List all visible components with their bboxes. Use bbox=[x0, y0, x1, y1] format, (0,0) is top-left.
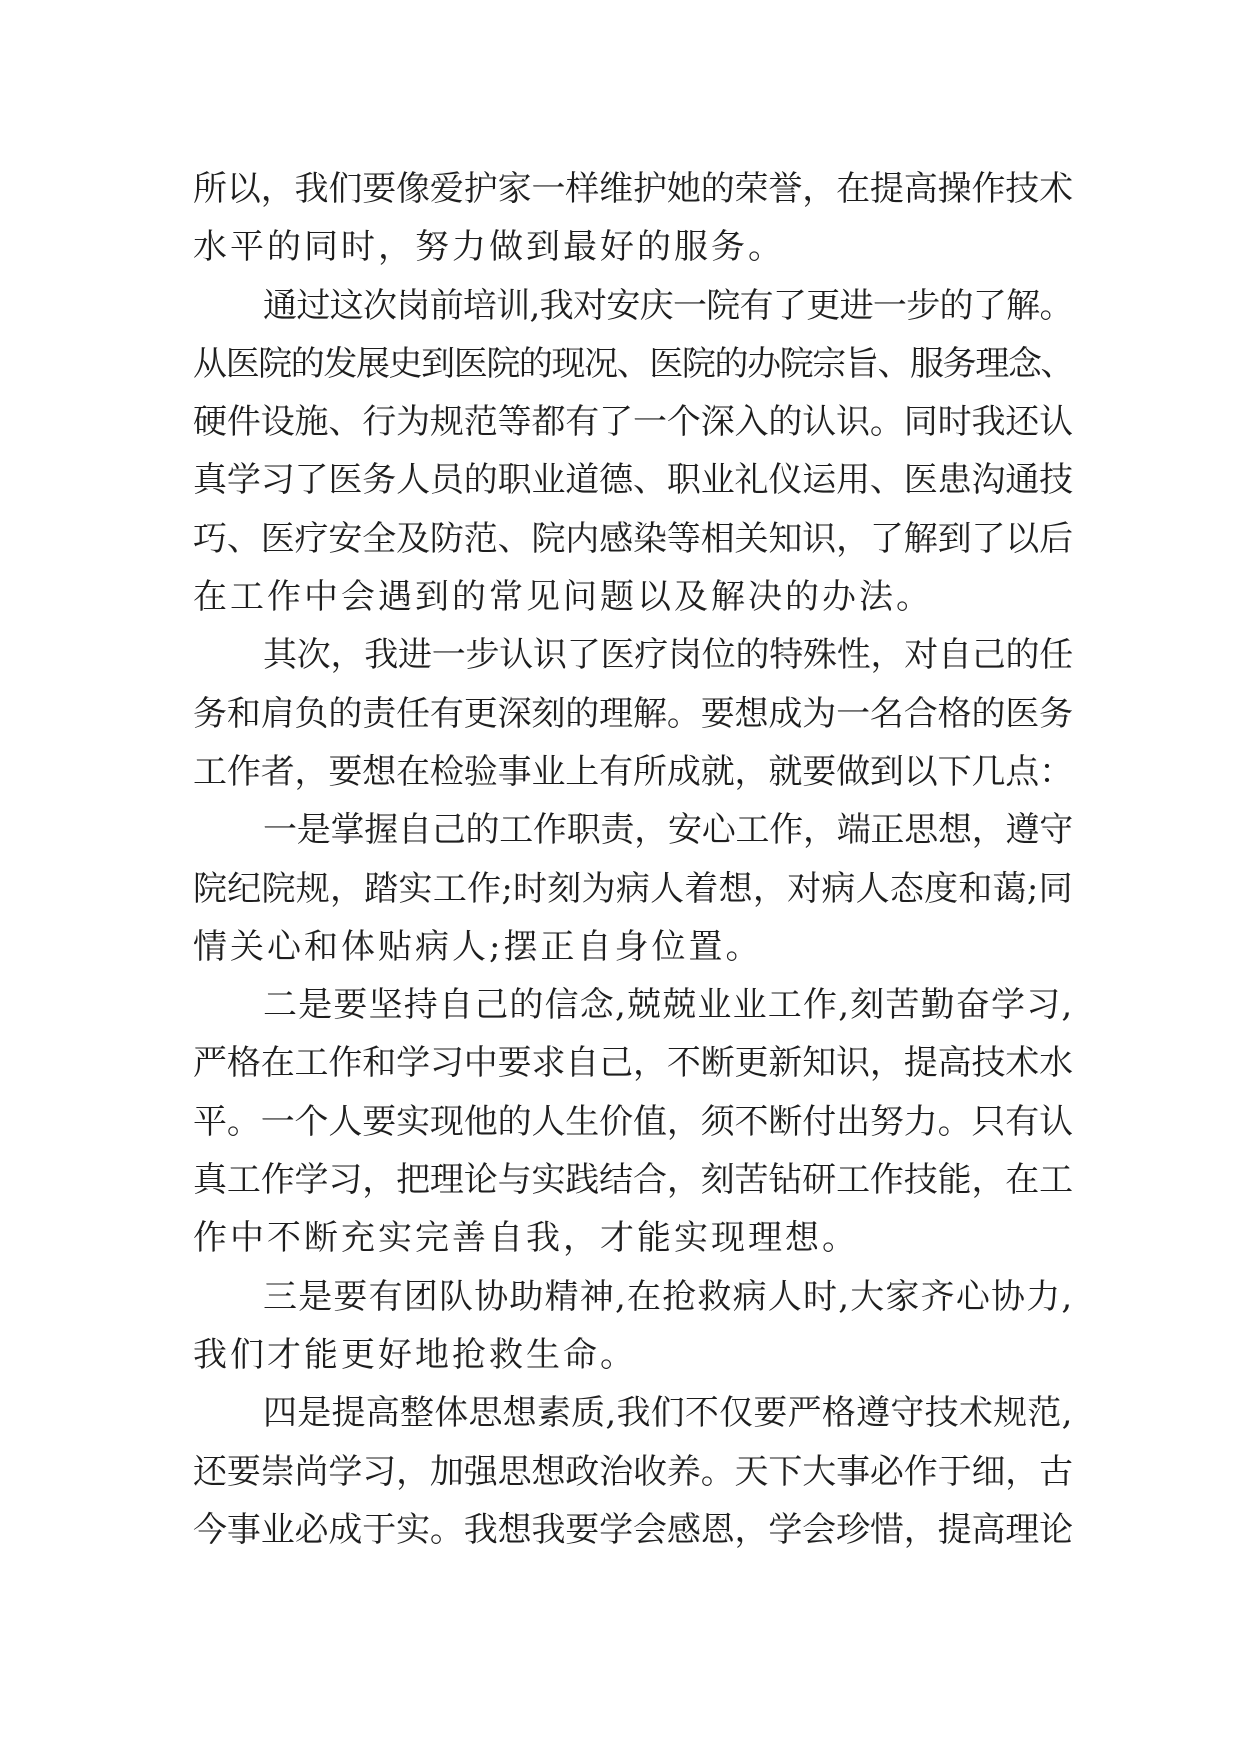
text-line: 我们才能更好地抢救生命。 bbox=[193, 1334, 637, 1375]
text-line: 从医院的发展史到医院的现况、医院的办院宗旨、服务理念、 bbox=[193, 343, 1073, 384]
text-line: 今事业必成于实。我想我要学会感恩，学会珍惜，提高理论 bbox=[193, 1509, 1073, 1550]
text-line: 真学习了医务人员的职业道德、职业礼仪运用、医患沟通技 bbox=[193, 460, 1073, 501]
document-body bbox=[193, 160, 1073, 1559]
text-line: 所以，我们要像爱护家一样维护她的荣誉，在提高操作技术 bbox=[193, 169, 1073, 209]
text-line: 水平的同时，努力做到最好的服务。 bbox=[193, 227, 785, 268]
paragraph-start-line: 四是提高整体思想素质,我们不仅要严格遵守技术规范, bbox=[263, 1393, 1073, 1434]
text-line: 巧、医疗安全及防范、院内感染等相关知识，了解到了以后 bbox=[193, 518, 1073, 559]
paragraph-start-line: 二是要坚持自己的信念,兢兢业业工作,刻苦勤奋学习, bbox=[263, 985, 1074, 1026]
text-line: 情关心和体贴病人;摆正自身位置。 bbox=[193, 926, 763, 967]
text-line: 平。一个人要实现他的人生价值，须不断付出努力。只有认 bbox=[193, 1101, 1073, 1142]
paragraph-start-line: 通过这次岗前培训,我对安庆一院有了更进一步的了解。 bbox=[263, 285, 1073, 326]
text-line: 严格在工作和学习中要求自己，不断更新知识，提高技术水 bbox=[193, 1043, 1073, 1084]
text-line: 还要崇尚学习，加强思想政治收养。天下大事必作于细，古 bbox=[193, 1451, 1073, 1492]
text-line: 硬件设施、行为规范等都有了一个深入的认识。同时我还认 bbox=[193, 402, 1073, 443]
text-line: 工作者，要想在检验事业上有所成就，就要做到以下几点： bbox=[193, 751, 1073, 792]
text-line: 作中不断充实完善自我，才能实现理想。 bbox=[193, 1218, 859, 1259]
text-line: 在工作中会遇到的常见问题以及解决的办法。 bbox=[193, 577, 933, 618]
paragraph-start-line: 三是要有团队协助精神,在抢救病人时,大家齐心协力, bbox=[263, 1276, 1074, 1317]
paragraph-start-line: 其次，我进一步认识了医疗岗位的特殊性，对自己的任 bbox=[263, 635, 1073, 676]
paragraph-start-line: 一是掌握自己的工作职责，安心工作，端正思想，遵守 bbox=[263, 810, 1073, 851]
text-line: 务和肩负的责任有更深刻的理解。要想成为一名合格的医务 bbox=[193, 693, 1073, 734]
text-line: 院纪院规，踏实工作;时刻为病人着想，对病人态度和蔼;同 bbox=[193, 868, 1073, 909]
text-line: 真工作学习，把理论与实践结合，刻苦钻研工作技能，在工 bbox=[193, 1160, 1073, 1201]
